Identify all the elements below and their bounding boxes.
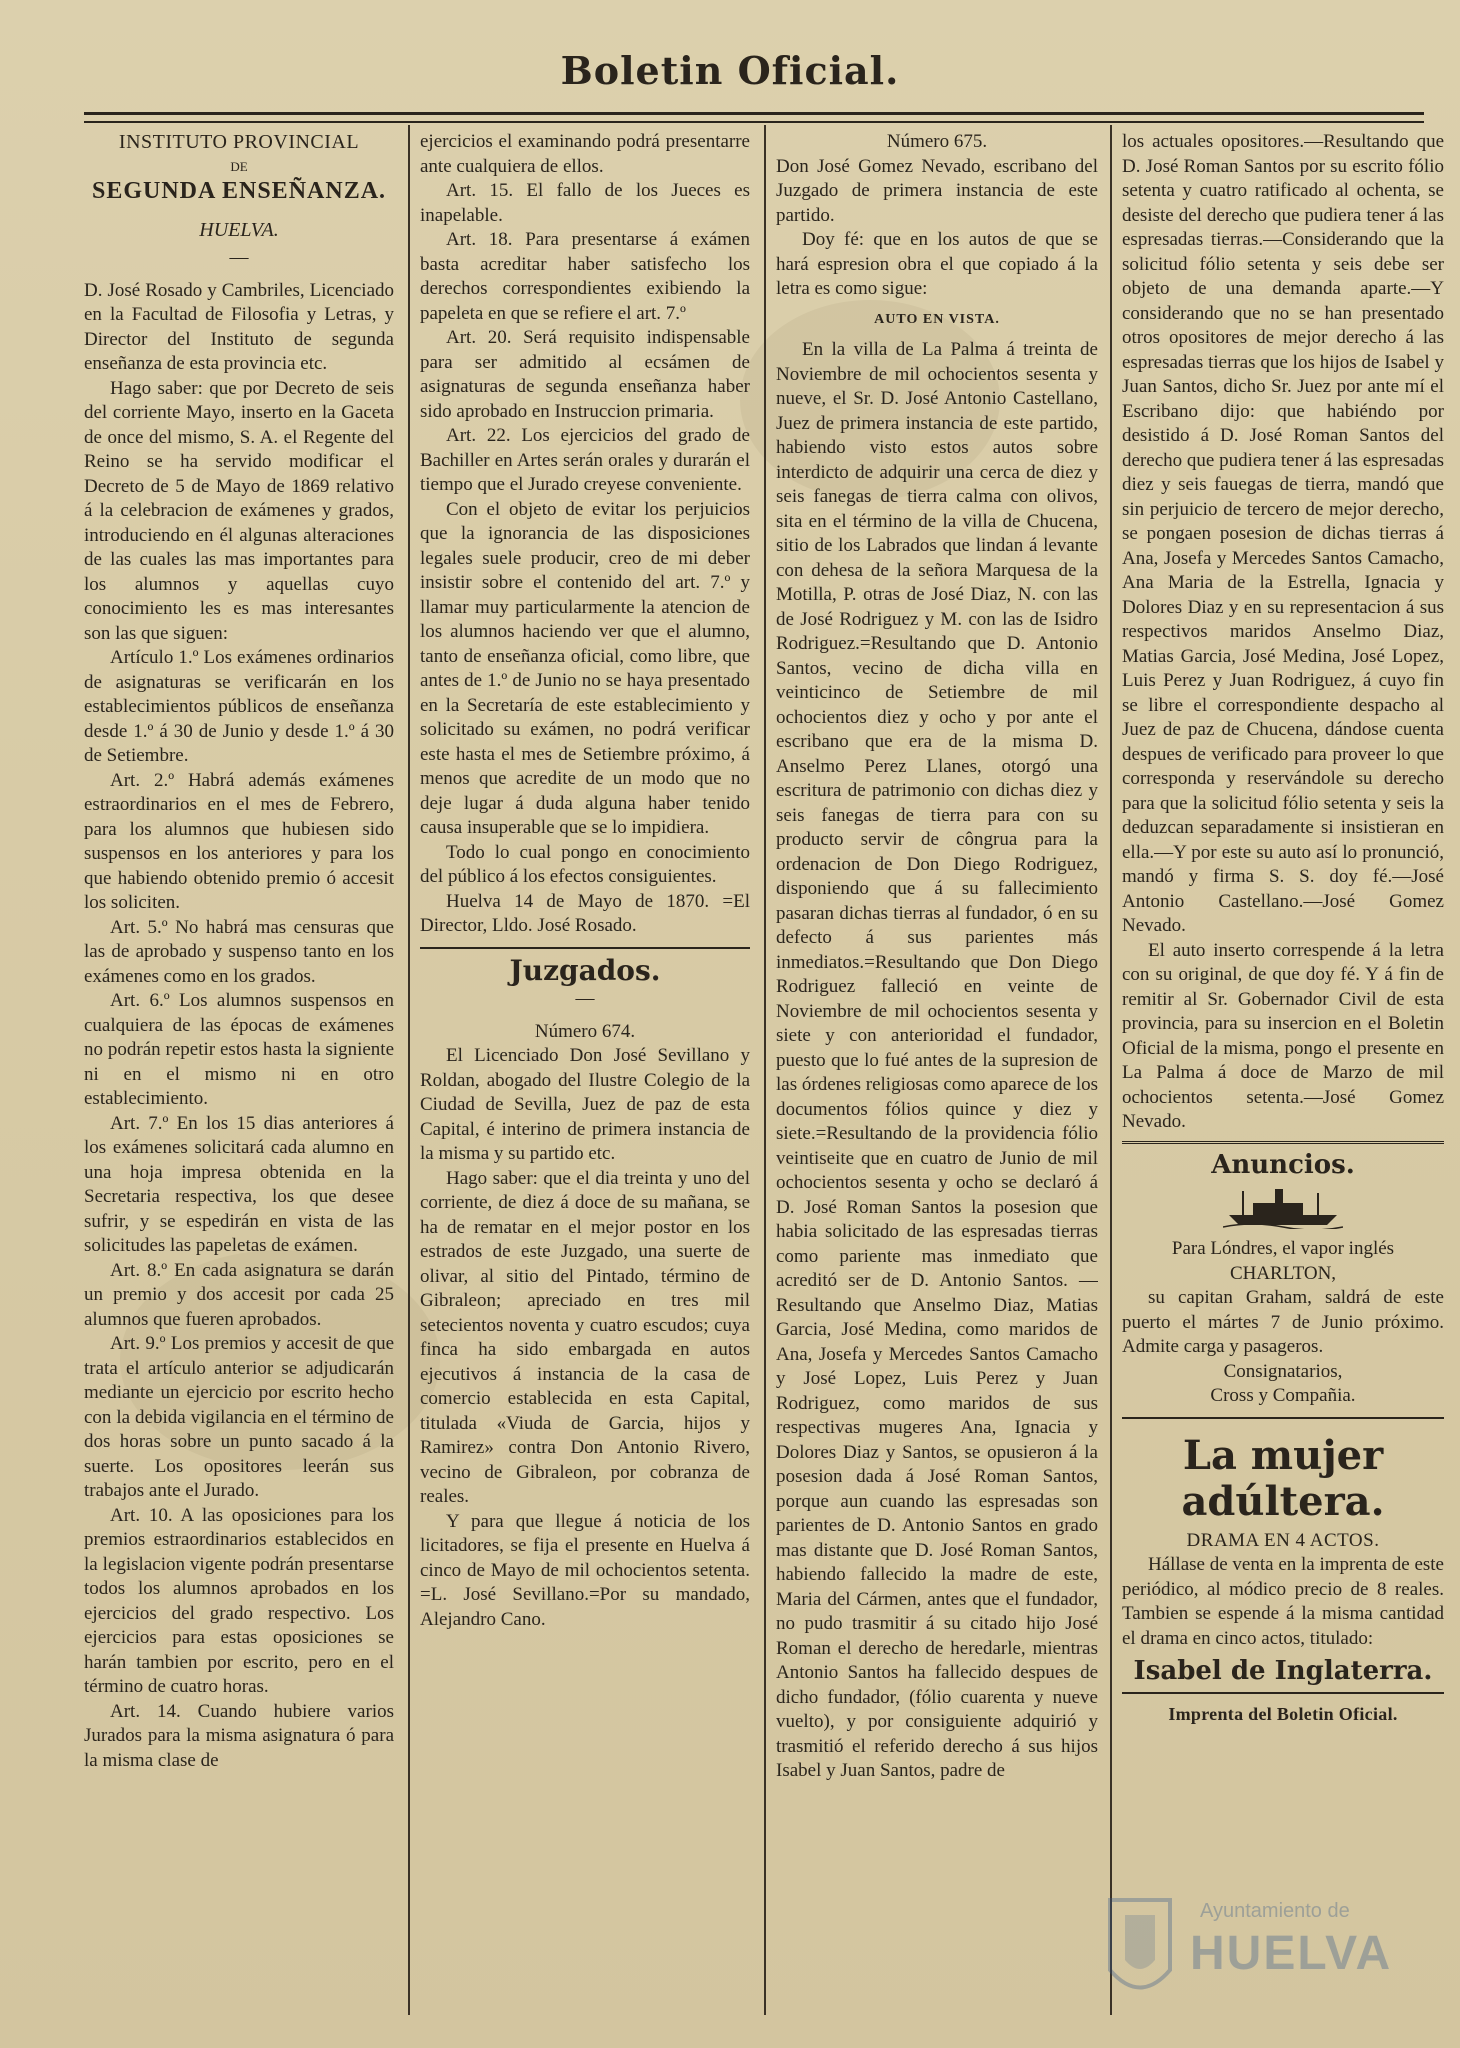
announcements-title: Anuncios. [1211, 1149, 1355, 1180]
institute-heading: INSTITUTO PROVINCIAL [118, 131, 360, 153]
paragraph: En la villa de La Palma á treinta de Noviembre de mil ochocientos sesenta y nueve, el Sr. D. José Antonio Castellano, Juez de primera instancia de este partido, habiendo visto estos autos sobre interdicto de adquirir una cerca de diez y seis fanegas de tierra calma con olivos, sita en el término de la villa de Chucena, sitio de los Labrados que lindan á levante con dehesa de la señora Marquesa de la Motilla, P. otras de José Diaz, N. con las de José Rodriguez y M. con las de Isidro Rodriguez.=Resultando que D. Antonio Santos, vecino de dicha villa en veinticinco de Setiembre de mil ochocientos diez y ocho y por ante el escribano que era de la misma D. Anselmo Perez Llanes, otorgó una escritura de patrimonio con dichas diez y seis fanegas de tierra para con su producto servir de côngrua para la ordenacion de Don Diego Rodriguez, disponiendo que á su fallecimiento pasaran dichas tierras al fundador, ó en su defecto á sus parientes más inmediatos.=Resultando que Don Diego Rodriguez falleció en veinte de Noviembre de mil ochocientos sesenta y siete y con anterioridad el fundador, puesto que lo fué antes de la supresion de las órdenes religiosas como aparece de los documentos fólios quince y diez y siete.=Resultando de la providencia fólio veintiseite que en cuatro de Junio de mil ochocientos sesenta y ocho se declaró á D. José Roman Santos la posesion que habia solicitado de las espresadas tierras como pariente mas inmediato que acreditó ser de D. Antonio Santos. —Resultando que Anselmo Diaz, Matias Garcia, José Medina, como maridos de Ana, Josefa y Mercedes Santos Camacho y José Lopez, Luis Perez y Juan Rodriguez, como maridos de sus respectivas mugeres Ana, Ignacia y Dolores Diaz y Santos, se opusieron á la posesion dada á José Roman Santos, porque aun cuando las espresadas son parientes de D. Antonio Santos en grado mas distante que D. José Roman Santos, habiendo fallecido la madre de este, Maria del Cármen, antes que el fundador, no pudo trasmitir á su citado hijo José Roman el derecho de heredarle, mientras Antonio Santos ha fallecido despues de dicho fundador, (fólio cuarenta y nueve vuelto), y por consiguiente adquirió y trasmitió el referido derecho á sus hijos Isabel y Juan Santos, padre de [776, 339, 1098, 1781]
paragraph: Hago saber: que el dia treinta y uno del corriente, de diez á doce de su mañana, se ha de rematar en el mejor postor en los estrados de este Juzgado, una suerte de olivar, al sitio del Pintado, término de Gibraleon; apreciado en tres mil setecientos noventa y cuatro escudos; cuya finca ha sido embargada en autos ejecutivos á instancia de la casa de comercio establecida en esta Capital, titulada «Viuda de Garcia, hijos y Ramirez» contra Don Antonio Rivero, vecino de Gibraleon, por cobranza de reales. [420, 1167, 750, 1507]
printer-credit: Imprenta del Boletin Oficial. [1168, 1703, 1398, 1724]
notice-number: Número 674. [534, 1020, 636, 1042]
ad-line: Consignatarios, [1223, 1360, 1343, 1382]
masthead-title: Boletin Oficial. [560, 48, 900, 93]
paragraph: Art. 6.º Los alumnos suspensos en cualquiera de las épocas de exámenes no podrán repetir estos hasta la signiente ni en el mismo ni en otro establecimiento. [84, 990, 394, 1109]
ad-line: Cross y Compañia. [1210, 1385, 1356, 1406]
paragraph: Art. 20. Será requisito indispensable para ser admitido al ecsámen de asignaturas de segunda enseñanza haber sido aprobado en Instruccion primaria. [420, 327, 750, 422]
ad-book-title: La mujer adúltera. [1181, 1431, 1385, 1525]
paragraph: D. José Rosado y Cambriles, Licenciado en la Facultad de Filosofia y Letras, y Director del Instituto de segunda enseñanza de esta provincia etc. [84, 279, 394, 374]
column-divider [408, 125, 410, 2015]
ad-line: Para Lóndres, el vapor inglés [1171, 1238, 1395, 1259]
paragraph: Y para que llegue á noticia de los licitadores, se fija el presente en Huelva á cinco de Mayo de mil ochocientos setenta. =L. José Sevillano.=Por su mandado, Alejandro Cano. [420, 1510, 750, 1630]
paragraph: Todo lo cual pongo en conocimiento del público á los efectos consiguientes. [420, 841, 750, 887]
paragraph: Art. 15. El fallo de los Jueces es inapelable. [420, 180, 750, 226]
separator-dash: — [229, 247, 249, 268]
paragraph: Art. 10. A las oposiciones para los premios estraordinarios establecidos en la legislacion vigente podrán presentarse todos los alumnos aprobados en los ejercicios del grado respectivo. Los ejercicios para estas oposiciones se harán tambien por escrito, pero en el término de cuatro horas. [84, 1504, 394, 1697]
paragraph: Con el objeto de evitar los perjuicios que la ignorancia de las disposiciones legales suele producir, creo de mi deber insistir sobre el contenido del art. 7.º y llamar muy particularmente la atencion de los alumnos haciendo ver que el alumno, tanto de enseñanza oficial, como libre, que antes de 1.º de Junio no se haya presentado en la Secretaría de este establecimiento y solicitado su exámen, no podrá verificar este hasta el mes de Setiembre próximo, á menos que acredite de un modo que no deje lugar á duda alguna haber tenido causa insuperable que se lo impidiera. [420, 498, 750, 838]
notice-number: Número 675. [886, 131, 988, 152]
column-divider [1110, 125, 1112, 2015]
city-heading: HUELVA. [199, 218, 279, 241]
paragraph: su capitan Graham, saldrá de este puerto el mártes 7 de Junio próximo. Admite carga y pasageros. [1122, 1287, 1444, 1357]
institute-subheading: SEGUNDA ENSEÑANZA. [91, 178, 387, 204]
section-title: Juzgados. [509, 953, 661, 987]
separator-dash: — [575, 988, 595, 1009]
paragraph: Art. 7.º En los 15 dias anteriores á los exámenes solicitará cada alumno en una hoja impresa obtenida en la Secretaria respectiva, los que desee sufrir, y se espedirán en vista de las solicitudes las papeletas de exámen. [84, 1112, 394, 1256]
column-3 [776, 130, 1098, 2040]
institute-heading-de: DE [230, 158, 248, 174]
paragraph: los actuales opositores.—Resultando que D. José Roman Santos por su escrito fólio setenta y cuatro ratificado al ochenta, se desiste del derecho que pudiera tener á las espresadas tierras.—Considerando que la solicitud fólio setenta y seis debe ser objeto de una demanda aparte.—Y considerando que no se han presentado otros opositores de mejor derecho á las espresadas tierras que los hijos de Isabel y Juan Santos, dicho Sr. Juez por ante mí el Escribano dijo: que habiéndo por desistido á D. José Roman Santos del derecho que pudiera tener á las espresadas diez y seis fauegas de tierra, mandó que sin perjuicio de tercero de mejor derecho, se pongaen posesion de dichas tierras á Ana, Josefa y Mercedes Santos Camacho, Ana Maria de la Estrella, Ignacia y Dolores Diaz y en su representacion á sus respectivos maridos Anselmo Diaz, Matias Garcia, José Medina, José Lopez, Luis Perez y Juan Rodriguez, á cuyo fin se libre el correspondiente despacho al Juez de paz de Chucena, dándose cuenta despues de verificado para proveer lo que corresponda y reservándole su derecho para que la solicitud fólio setenta y seis la deduzcan separadamente si insistieran en ella.—Y por este su auto así lo pronunció, mandó y firma S. S. doy fé.—José Antonio Castellano.—José Gomez Nevado. [1122, 131, 1444, 936]
paragraph: Art. 9.º Los premios y accesit de que trata el artículo anterior se adjudicarán mediante un ejercicio por escrito hecho con la debida vigilancia en el término de dos horas sobre un punto sacado á la suerte. Los opositores leerán sus trabajos ante el Jurado. [84, 1333, 394, 1501]
paragraph: Doy fé: que en los autos de que se hará espresion obra el que copiado á la letra es como sigue: [776, 229, 1098, 299]
ayuntamiento-logo [1090, 1860, 1430, 2030]
section-rule [1122, 1141, 1444, 1147]
ad-ship-name: CHARLTON, [1229, 1262, 1337, 1284]
section-rule [420, 947, 750, 949]
column-4 [1122, 130, 1444, 2040]
masthead-rule [84, 112, 1424, 123]
logo-text-line2: HUELVA [1190, 1927, 1393, 1980]
section-rule [1122, 1417, 1444, 1419]
shield-icon [1100, 1890, 1180, 2010]
ad-subtitle: DRAMA EN 4 ACTOS. [1186, 1529, 1380, 1551]
logo-text-line1: Ayuntamiento de [1200, 1900, 1350, 1922]
column-divider [764, 125, 766, 2015]
paragraph: Hállase de venta en la imprenta de este periódico, al módico precio de 8 reales. Tambien se espende á la misma cantidad el drama en cinco actos, titulado: [1122, 1554, 1444, 1649]
section-rule [1122, 1692, 1444, 1694]
paragraph: El auto inserto correspende á la letra con su original, de que doy fé. Y á fin de remitir al Sr. Gobernador Civil de esta provincia, para su insercion en el Boletin Oficial de la misma, pongo el presente en La Palma á doce de Marzo de mil ochocientos setenta.—José Gomez Nevado. [1122, 939, 1444, 1132]
paragraph: Art. 5.º No habrá mas censuras que las de aprobado y suspenso tanto en los exámenes como en los grados. [84, 916, 394, 987]
paragraph: Art. 8.º En cada asignatura se darán un premio y dos accesit por cada 25 alumnos que fueren aprobados. [84, 1259, 394, 1330]
paragraph: Art. 18. Para presentarse á exámen basta acreditar haber satisfecho los derechos correspondientes exibiendo la papeleta en que se refiere el art. 7.º [420, 229, 750, 324]
paragraph: ejercicios el examinando podrá presentarre ante cualquiera de ellos. [420, 131, 750, 177]
column-1 [84, 130, 394, 2040]
steamship-icon [1223, 1185, 1343, 1229]
paragraph: Art. 22. Los ejercicios del grado de Bachiller en Artes serán orales y durarán el tiempo que el Jurado creyese conveniente. [420, 425, 750, 495]
signature: Huelva 14 de Mayo de 1870. =El Director, Lldo. José Rosado. [420, 890, 750, 936]
paragraph: Hago saber: que por Decreto de seis del corriente Mayo, inserto en la Gaceta de once del mismo, S. A. el Regente del Reino se ha servido modificar el Decreto de 5 de Mayo de 1869 relativo á la celebracion de exámenes y grados, introduciendo en él algunas alteraciones de las cuales las mas importantes para los alumnos y aquellas cuyo conocimiento les es mas interesantes son las que siguen: [84, 377, 394, 644]
ad-book-title-2: Isabel de Inglaterra. [1133, 1656, 1433, 1686]
paragraph: Art. 2.º Habrá además exámenes estraordinarios en el mes de Febrero, para los alumnos que hubiesen sido suspensos en los anteriores y para los que habiendo obtenido premio ó accesit los soliciten. [84, 769, 394, 913]
paragraph: El Licenciado Don José Sevillano y Roldan, abogado del Ilustre Colegio de la Ciudad de Sevilla, Juez de paz de esta Capital, é interino de primera instancia de la misma y su partido etc. [420, 1045, 750, 1164]
paragraph: Don José Gomez Nevado, escribano del Juzgado de primera instancia de este partido. [776, 155, 1098, 226]
auto-heading: AUTO EN VISTA. [874, 311, 1000, 327]
column-2 [420, 130, 750, 2040]
paragraph: Art. 14. Cuando hubiere varios Jurados para la misma asignatura ó para la misma clase de [84, 1700, 394, 1771]
paragraph: Artículo 1.º Los exámenes ordinarios de asignaturas se verificarán en los establecimientos públicos de enseñanza desde 1.º á 30 de Junio y desde 1.º á 30 de Setiembre. [84, 647, 394, 766]
